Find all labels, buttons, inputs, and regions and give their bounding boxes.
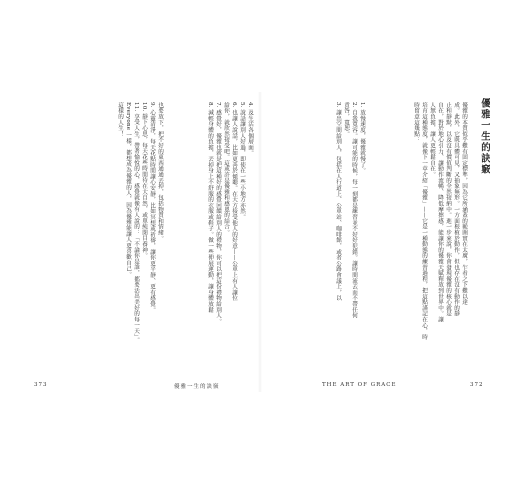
left-running-head: 優雅一生的訣竅 (174, 384, 220, 390)
left-line: 11. 享受人生，帶著愉悅的心，感覺就像有人說的：「不論你是誰，都要活出美好的每一天」。 (133, 102, 139, 343)
left-line: 7. 感覺好，優雅也就是把這種好的感覺回饋給別人的禮物，你可以把這份禮物給別人。 (215, 102, 221, 325)
chapter-title: 優雅一生的訣竅 (479, 98, 490, 175)
right-line: 1. 放慢速度，優雅就慢了。 (359, 102, 365, 174)
left-page (24, 92, 258, 392)
right-line: 3. 讓出空間給別人，包括在人行道上、公車站、咖啡館，或者公路會議上，以 (335, 102, 341, 302)
right-line: 人無負擔，讓人更輕鬆自在。 (429, 102, 435, 178)
right-col-2 (276, 102, 366, 364)
left-line: 8. 減輕身體的負擔，丟掉身上不舒服的衣服或鞋子。做一些伸展運動，讓身體放鬆 (207, 102, 213, 313)
left-page-number: 373 (34, 382, 48, 388)
left-col-1 (170, 102, 254, 364)
right-line: 成。此外，它既具體可見，又抽象無形。一方面根植於動作，但也存在沒有動作的靜 (453, 102, 459, 317)
left-line: 9. 心靈清淨，每天花點時間讓心安靜，比如冥想或祈禱，讓你更平靜、更有感覺。 (149, 102, 155, 313)
left-line: 4. 及生活各個層面。 (247, 102, 253, 157)
right-line: 止和靜默，以及沒有價值判斷的全然接納中。進一步來說，你會發現優雅的核心就是 (445, 102, 451, 317)
left-line: 10. 靜下心思，每天花些時間待在大自然，或單純閉目養神。 (141, 102, 147, 259)
left-line: Everyone 一樣，都想成為優雅的人，因為優雅能讓人更喜歡自己。 (125, 102, 131, 278)
left-line: 給你，就欣然接受吧。這或許是優雅和感恩的結合。 (223, 102, 229, 236)
right-line: 責咎，寬恕。 (343, 102, 349, 137)
right-line: 優雅的本質似乎難有固定標準，因為它所涵蓋的範圍實在太廣，乍看之下難以達 (461, 102, 467, 305)
right-running-head: THE ART OF GRACE (322, 382, 397, 388)
right-line: 自在，對於地心引力、讓動作流暢、降低摩擦感，能讓你的優雅天賦釋放到世界中。讓 (437, 102, 443, 323)
left-line: 6. 也讓人說話，比如更善於傾聽。在大方接受他人的好意——公車上有人讓位 (231, 102, 237, 302)
right-line: 時留意這幾點： (413, 102, 419, 143)
right-col-1 (372, 102, 468, 364)
left-line: 也要放下，把不好的東西通通丟掉，包括物質和情緒。 (157, 102, 163, 242)
left-col-2 (64, 102, 164, 364)
right-page (262, 92, 496, 392)
right-line: 培育這種態度，就像下一章介紹「優雅」——它是一種動態的練習過程，把這點謹記在心，時 (421, 102, 427, 340)
book-spread (24, 92, 496, 392)
right-line: 2. 自我寬容。讓可能的時候，每一刻都是練習並不好好犯錯。讓時間流去而不帶任何 (351, 102, 357, 319)
right-page-number: 372 (470, 382, 484, 388)
left-line: 這樣的人生！ (117, 102, 123, 137)
left-line: 5. 說話讓別人好過，即使在一些小地方亦然。 (239, 102, 245, 220)
